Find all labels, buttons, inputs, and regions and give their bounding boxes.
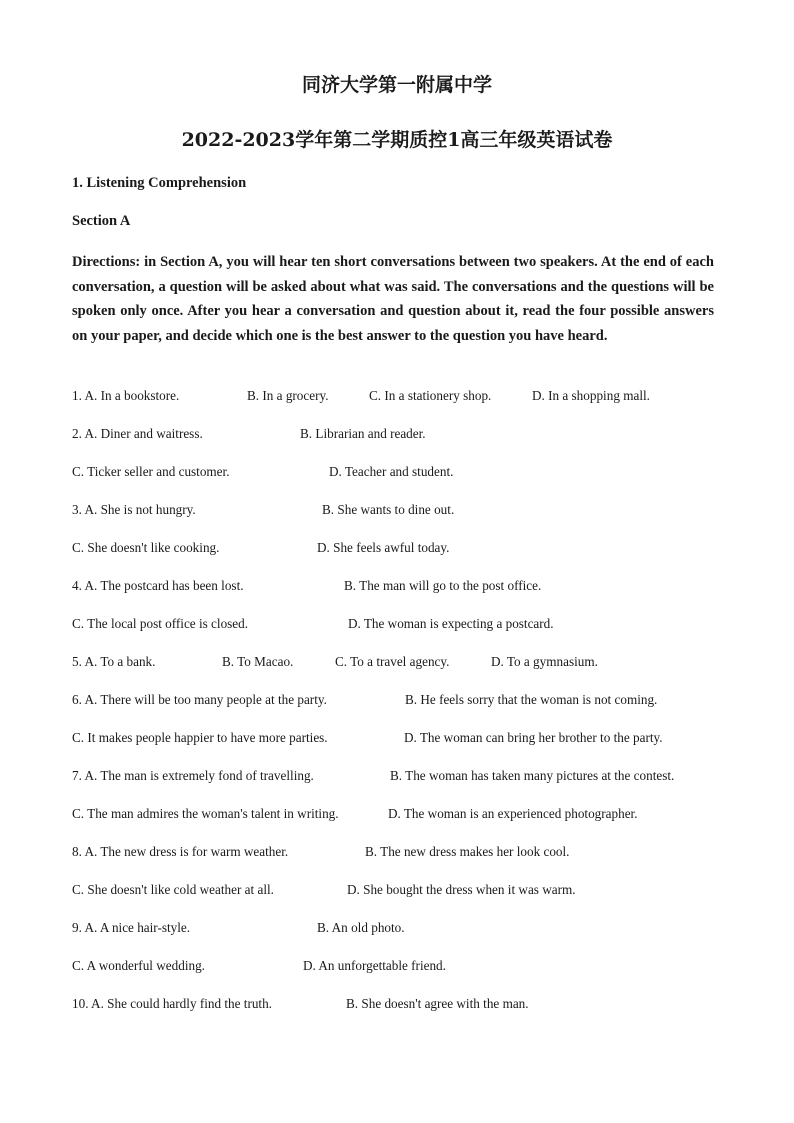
exam-title: 2022-2023学年第二学期质控1高三年级英语试卷 (181, 129, 613, 151)
answer-option: D. In a shopping mall. (532, 388, 650, 403)
answer-option: C. The man admires the woman's talent in writing. (72, 806, 339, 821)
answer-option: C. She doesn't like cooking. (72, 540, 220, 555)
answer-option: C. To a travel agency. (335, 654, 450, 669)
section-heading: 1. Listening Comprehension (72, 175, 247, 191)
answer-option: D. Teacher and student. (329, 464, 454, 479)
answer-option: D. The woman is an experienced photographer. (388, 806, 638, 821)
answer-option: 8. A. The new dress is for warm weather. (72, 844, 289, 859)
answer-option: C. She doesn't like cold weather at all. (72, 882, 274, 897)
answer-option: 3. A. She is not hungry. (72, 502, 196, 517)
answer-option: B. In a grocery. (247, 388, 329, 403)
answer-option: D. The woman is expecting a postcard. (348, 616, 554, 631)
answer-option: C. It makes people happier to have more parties. (72, 730, 328, 745)
school-name: 同济大学第一附属中学 (301, 74, 492, 96)
answer-option: C. In a stationery shop. (369, 388, 492, 403)
answer-option: B. She doesn't agree with the man. (346, 996, 529, 1011)
answer-option: C. A wonderful wedding. (72, 958, 205, 973)
answer-option: B. Librarian and reader. (300, 426, 426, 441)
answer-option: B. The woman has taken many pictures at the contest. (390, 768, 675, 783)
answer-option: 1. A. In a bookstore. (72, 388, 180, 403)
answer-option: D. She feels awful today. (317, 540, 450, 555)
answer-option: B. To Macao. (222, 654, 294, 669)
answer-option: D. The woman can bring her brother to the party. (404, 730, 663, 745)
directions-paragraph: Directions: in Section A, you will hear ten short conversations between two speakers. At the end of each conversation, a question will be asked about what was said. The conversations and the questions will be spoken only once. After you hear a conversation and question about it, read the four possible answers on your paper, and decide which one is the best answer to the question you have heard. (72, 254, 714, 345)
answer-option: B. An old photo. (317, 920, 405, 935)
answer-option: B. The new dress makes her look cool. (365, 844, 570, 859)
answer-option: D. An unforgettable friend. (303, 958, 446, 973)
answer-option: B. She wants to dine out. (322, 502, 455, 517)
answer-option: 10. A. She could hardly find the truth. (72, 996, 272, 1011)
answer-option: B. He feels sorry that the woman is not coming. (405, 692, 658, 707)
answer-option: 4. A. The postcard has been lost. (72, 578, 244, 593)
answer-option: C. The local post office is closed. (72, 616, 249, 631)
answer-option: D. To a gymnasium. (491, 654, 598, 669)
answer-option: 7. A. The man is extremely fond of travelling. (72, 768, 314, 783)
answer-option: D. She bought the dress when it was warm. (347, 882, 576, 897)
answer-option: 6. A. There will be too many people at the party. (72, 692, 327, 707)
answer-option: 9. A. A nice hair-style. (72, 920, 191, 935)
answer-option: 2. A. Diner and waitress. (72, 426, 203, 441)
answer-option: 5. A. To a bank. (72, 654, 156, 669)
subsection-heading: Section A (72, 213, 131, 229)
answer-option: C. Ticker seller and customer. (72, 464, 230, 479)
answer-option: B. The man will go to the post office. (344, 578, 542, 593)
